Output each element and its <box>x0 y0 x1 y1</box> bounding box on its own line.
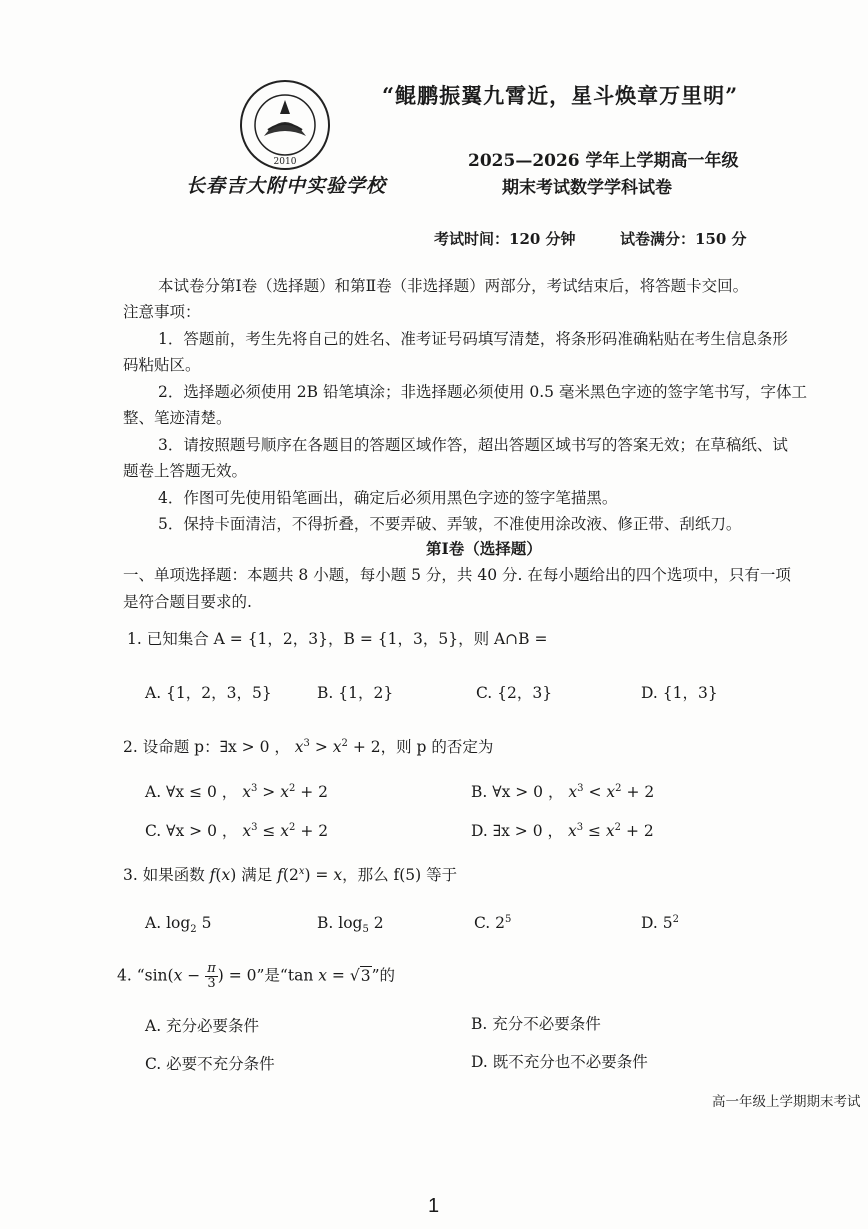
exam-title-line1: 2025—2026 学年上学期高一年级 <box>468 151 739 171</box>
section-title: 第Ⅰ卷（选择题） <box>426 539 542 558</box>
q4-option-b: B. 充分不必要条件 <box>471 1015 601 1033</box>
question-3: 3. 如果函数 f(x) 满足 $f(2^x) = x$，那么 f(5) 等于 <box>123 865 458 884</box>
question-1: 1. 已知集合 A = {1，2，3}，B = {1，3，5}，则 A∩B = <box>127 630 548 648</box>
school-slogan: “鲲鹏振翼九霄近，星斗焕章万里明” <box>382 83 739 108</box>
q2-option-d: D. ∃x > 0 ， $x^3 \le x^2 + 2$ <box>471 821 654 840</box>
q1-option-a: A. {1，2，3，5} <box>145 684 272 702</box>
q4-option-d: D. 既不充分也不必要条件 <box>471 1053 648 1071</box>
pi-over-3-fraction: $\frac{\pi}{3}$ <box>207 961 216 991</box>
exam-title-line2: 期末考试数学学科试卷 <box>502 178 672 198</box>
section-desc-cont: 是符合题目要求的. <box>123 593 252 611</box>
school-logo <box>238 78 332 172</box>
page-number: 1 <box>428 1195 440 1217</box>
note-2-cont: 整、笔迹清楚。 <box>123 409 232 427</box>
full-score: 试卷满分：150 分 <box>620 230 747 248</box>
note-1-cont: 码粘贴区。 <box>123 356 201 374</box>
q2-option-c: C. ∀x > 0 ， $x^3 \le x^2 + 2$ <box>145 821 329 840</box>
logo-year: 2010 <box>273 157 297 167</box>
note-2: 2．选择题必须使用 2B 铅笔填涂；非选择题必须使用 0.5 毫米黑色字迹的签字笔书写，字体工 <box>158 383 807 401</box>
question-2: 2. 设命题 p：∃x > 0 ， $x^3 > x^2 + 2$，则 p 的否定为 <box>123 737 494 756</box>
q4-option-c: C. 必要不充分条件 <box>145 1055 275 1073</box>
q4-option-a: A. 充分必要条件 <box>145 1017 260 1035</box>
q3-option-b: B. $\log_5 2$ <box>317 914 384 936</box>
school-name: 长春吉大附中实验学校 <box>186 175 387 197</box>
notes-heading: 注意事项： <box>123 303 201 321</box>
note-5: 5．保持卡面清洁，不得折叠，不要弄破、弄皱，不准使用涂改液、修正带、刮纸刀。 <box>158 515 742 533</box>
note-3: 3．请按照题号顺序在各题目的答题区域作答，超出答题区域书写的答案无效；在草稿纸、试 <box>158 436 788 454</box>
intro-text: 本试卷分第Ⅰ卷（选择题）和第Ⅱ卷（非选择题）两部分，考试结束后，将答题卡交回。 <box>158 277 749 295</box>
note-1: 1．答题前，考生先将自己的姓名、准考证号码填写清楚，将条形码准确粘贴在考生信息条形 <box>158 330 788 348</box>
q1-option-b: B. {1，2} <box>317 684 394 702</box>
note-3-cont: 题卷上答题无效。 <box>123 462 248 480</box>
q1-option-d: D. {1，3} <box>641 684 718 702</box>
footer-exam-label: 高一年级上学期期末考试 <box>712 1094 861 1110</box>
q2-option-a: A. ∀x ≤ 0 ， $x^3 > x^2 + 2$ <box>145 782 329 801</box>
section-desc: 一、单项选择题：本题共 8 小题，每小题 5 分，共 40 分. 在每小题给出的四个选项中，只有一项 <box>123 566 791 584</box>
q3-option-d: D. $5^2$ <box>641 914 679 933</box>
q2-option-b: B. ∀x > 0 ， $x^3 < x^2 + 2$ <box>471 782 655 801</box>
q1-option-c: C. {2，3} <box>476 684 553 702</box>
q3-option-a: A. $\log_2 5$ <box>145 914 212 936</box>
question-4: 4. “sin(x − $\frac{\pi}{3}$ ) = 0”是“tan x = √3”的 <box>117 961 396 991</box>
q3-option-c: C. $2^5$ <box>474 914 512 933</box>
exam-time: 考试时间：120 分钟 <box>434 230 576 248</box>
note-4: 4．作图可先使用铅笔画出，确定后必须用黑色字迹的签字笔描黑。 <box>158 489 618 507</box>
